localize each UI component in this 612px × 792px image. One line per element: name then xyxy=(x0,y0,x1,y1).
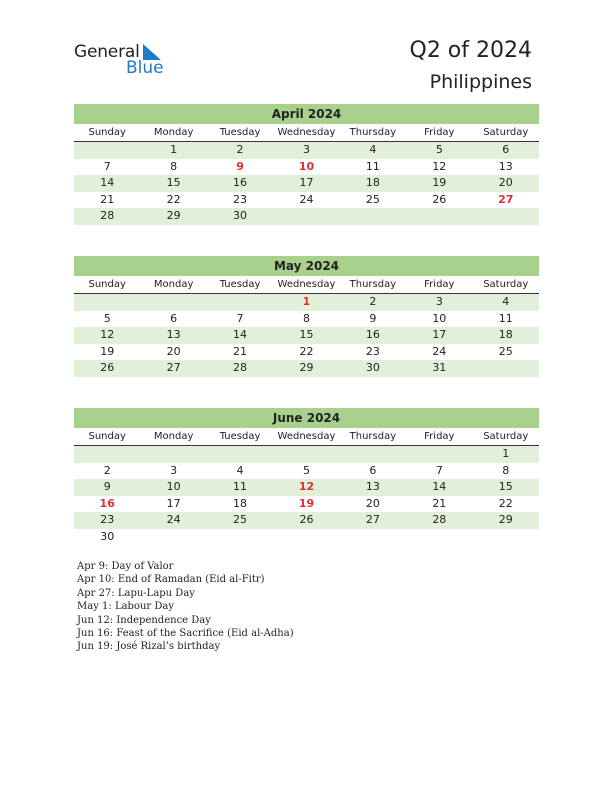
day-cell: 8 xyxy=(502,463,510,477)
holiday-list xyxy=(77,560,294,654)
day-cell: 4 xyxy=(502,295,510,308)
day-cell: 4 xyxy=(236,463,244,477)
weekday-label: Monday xyxy=(153,431,194,442)
week-row xyxy=(74,360,539,377)
day-cell: 14 xyxy=(100,176,115,189)
day-cell: 22 xyxy=(166,192,181,206)
weekday-header-row xyxy=(74,428,539,446)
day-cell xyxy=(340,446,406,463)
logo-general-text: General xyxy=(74,42,140,62)
day-cell: 28 xyxy=(432,513,447,526)
day-cell: 29 xyxy=(166,209,181,222)
country-name: Philippines xyxy=(429,71,532,93)
week-row xyxy=(74,175,539,192)
day-cell: 26 xyxy=(100,361,115,374)
day-cell: 30 xyxy=(365,361,380,374)
holiday-day-cell: 10 xyxy=(298,159,315,173)
holiday-day-cell: 9 xyxy=(236,159,244,173)
day-cell: 2 xyxy=(369,295,377,308)
day-cell xyxy=(273,446,339,463)
week-row xyxy=(74,294,539,311)
day-cell: 29 xyxy=(299,361,314,374)
day-cell xyxy=(74,142,140,159)
day-cell: 10 xyxy=(432,311,447,325)
week-row xyxy=(74,327,539,344)
day-cell xyxy=(207,294,273,311)
weekday-label: Thursday xyxy=(349,431,397,442)
day-cell xyxy=(140,294,206,311)
day-cell: 30 xyxy=(100,529,115,543)
day-cell: 13 xyxy=(498,159,513,173)
day-cell: 19 xyxy=(432,176,447,189)
month-june xyxy=(74,408,539,545)
month-may xyxy=(74,256,539,377)
day-cell: 24 xyxy=(166,513,181,526)
weekday-label: Monday xyxy=(153,279,194,290)
day-cell: 7 xyxy=(103,159,111,173)
week-row xyxy=(74,142,539,159)
holiday-item: Jun 16: Feast of the Sacrifice (Eid al-Adha) xyxy=(77,627,294,639)
weekday-label: Saturday xyxy=(483,127,529,138)
week-row xyxy=(74,311,539,328)
day-cell: 5 xyxy=(302,463,310,477)
day-cell xyxy=(340,208,406,225)
weekday-label: Sunday xyxy=(88,431,126,442)
day-cell: 25 xyxy=(365,192,380,206)
day-cell: 15 xyxy=(299,328,314,341)
weekday-label: Friday xyxy=(424,279,455,290)
day-cell: 23 xyxy=(100,513,115,526)
day-cell: 6 xyxy=(170,311,178,325)
day-cell: 28 xyxy=(233,361,248,374)
week-row xyxy=(74,512,539,529)
month-april xyxy=(74,104,539,225)
week-row xyxy=(74,529,539,546)
weekday-label: Wednesday xyxy=(277,279,336,290)
day-cell xyxy=(406,446,472,463)
page-title: Q2 of 2024 xyxy=(409,38,532,63)
day-cell: 24 xyxy=(299,192,314,206)
holiday-day-cell: 1 xyxy=(302,295,311,308)
day-cell xyxy=(406,529,472,546)
weekday-label: Tuesday xyxy=(219,431,261,442)
weekday-label: Thursday xyxy=(349,127,397,138)
day-cell: 30 xyxy=(233,209,248,222)
day-cell xyxy=(140,446,206,463)
day-cell: 24 xyxy=(432,344,447,358)
day-cell: 18 xyxy=(233,496,248,510)
day-cell: 17 xyxy=(299,176,314,189)
day-cell: 19 xyxy=(100,344,115,358)
day-cell: 15 xyxy=(498,480,513,493)
day-cell: 17 xyxy=(166,496,181,510)
weekday-label: Friday xyxy=(424,127,455,138)
day-cell: 8 xyxy=(302,311,310,325)
day-cell: 2 xyxy=(236,143,244,156)
weekday-label: Thursday xyxy=(349,279,397,290)
day-cell: 9 xyxy=(103,480,111,493)
day-cell: 13 xyxy=(365,480,380,493)
day-cell: 5 xyxy=(103,311,111,325)
day-cell: 9 xyxy=(369,311,377,325)
weekday-label: Saturday xyxy=(483,431,529,442)
day-cell: 18 xyxy=(365,176,380,189)
day-cell xyxy=(74,446,140,463)
day-cell: 12 xyxy=(100,328,115,341)
day-cell xyxy=(406,208,472,225)
month-title: April 2024 xyxy=(74,104,539,124)
holiday-item: Apr 9: Day of Valor xyxy=(77,561,174,572)
day-cell: 14 xyxy=(233,328,248,341)
holiday-day-cell: 16 xyxy=(99,496,115,510)
day-cell: 26 xyxy=(432,192,447,206)
weekday-label: Sunday xyxy=(88,127,126,138)
day-cell: 21 xyxy=(100,192,115,206)
day-cell: 27 xyxy=(166,361,181,374)
day-cell: 15 xyxy=(166,176,181,189)
day-cell: 11 xyxy=(233,480,248,493)
week-row xyxy=(74,496,539,513)
day-cell: 20 xyxy=(166,344,181,358)
day-cell: 31 xyxy=(432,361,447,374)
week-row xyxy=(74,463,539,480)
month-title: May 2024 xyxy=(74,256,539,276)
day-cell: 1 xyxy=(502,447,510,460)
day-cell xyxy=(273,529,339,546)
weekday-label: Monday xyxy=(153,127,194,138)
week-row xyxy=(74,344,539,361)
week-row xyxy=(74,446,539,463)
day-cell xyxy=(340,529,406,546)
day-cell xyxy=(74,294,140,311)
holiday-item: May 1: Labour Day xyxy=(77,601,174,613)
weekday-label: Wednesday xyxy=(277,127,336,138)
holiday-day-cell: 27 xyxy=(498,192,514,206)
day-cell: 3 xyxy=(170,463,178,477)
holiday-day-cell: 19 xyxy=(298,496,315,510)
day-cell: 14 xyxy=(432,480,447,493)
day-cell: 17 xyxy=(432,328,447,341)
day-cell: 23 xyxy=(233,192,248,206)
day-cell xyxy=(273,208,339,225)
day-cell xyxy=(207,529,273,546)
day-cell: 11 xyxy=(365,159,380,173)
day-cell xyxy=(140,529,206,546)
weekday-label: Friday xyxy=(424,431,455,442)
day-cell: 16 xyxy=(365,328,380,341)
weekday-header-row xyxy=(74,276,539,294)
day-cell: 26 xyxy=(299,513,314,526)
day-cell: 28 xyxy=(100,209,115,222)
day-cell: 23 xyxy=(365,344,380,358)
holiday-item: Apr 10: End of Ramadan (Eid al-Fitr) xyxy=(77,574,265,586)
day-cell: 25 xyxy=(233,513,248,526)
day-cell: 6 xyxy=(502,143,510,156)
holiday-item: Apr 27: Lapu-Lapu Day xyxy=(77,587,195,599)
weekday-label: Sunday xyxy=(88,279,126,290)
week-row xyxy=(74,159,539,176)
day-cell: 1 xyxy=(170,143,178,156)
day-cell: 22 xyxy=(498,496,513,510)
holiday-item: Jun 19: José Rizal’s birthday xyxy=(77,641,221,653)
day-cell xyxy=(473,208,539,225)
day-cell: 3 xyxy=(435,295,443,308)
day-cell xyxy=(473,360,539,377)
day-cell: 8 xyxy=(170,159,178,173)
week-row xyxy=(74,208,539,225)
weekday-header-row xyxy=(74,124,539,142)
day-cell: 5 xyxy=(435,143,443,156)
week-row xyxy=(74,192,539,209)
weekday-label: Wednesday xyxy=(277,431,336,442)
logo-blue-text: Blue xyxy=(126,58,164,78)
day-cell: 7 xyxy=(236,311,244,325)
day-cell: 22 xyxy=(299,344,314,358)
weekday-label: Tuesday xyxy=(219,279,261,290)
day-cell: 13 xyxy=(166,328,181,341)
weekday-label: Tuesday xyxy=(219,127,261,138)
day-cell: 20 xyxy=(498,176,513,189)
day-cell: 27 xyxy=(365,513,380,526)
holiday-item: Jun 12: Independence Day xyxy=(77,614,211,626)
day-cell xyxy=(473,529,539,546)
week-row xyxy=(74,479,539,496)
day-cell: 7 xyxy=(435,463,443,477)
day-cell: 21 xyxy=(432,496,447,510)
day-cell: 16 xyxy=(233,176,248,189)
day-cell: 25 xyxy=(498,344,513,358)
day-cell: 21 xyxy=(233,344,248,358)
logo xyxy=(74,42,194,82)
day-cell: 11 xyxy=(498,311,513,325)
holiday-day-cell: 12 xyxy=(298,480,315,493)
day-cell: 10 xyxy=(166,480,181,493)
day-cell xyxy=(207,446,273,463)
day-cell: 29 xyxy=(498,513,513,526)
day-cell: 4 xyxy=(369,143,377,156)
day-cell: 6 xyxy=(369,463,377,477)
day-cell: 20 xyxy=(365,496,380,510)
month-title: June 2024 xyxy=(74,408,539,428)
weekday-label: Saturday xyxy=(483,279,529,290)
day-cell: 2 xyxy=(103,463,111,477)
day-cell: 3 xyxy=(302,143,310,156)
day-cell: 18 xyxy=(498,328,513,341)
day-cell: 12 xyxy=(432,159,447,173)
